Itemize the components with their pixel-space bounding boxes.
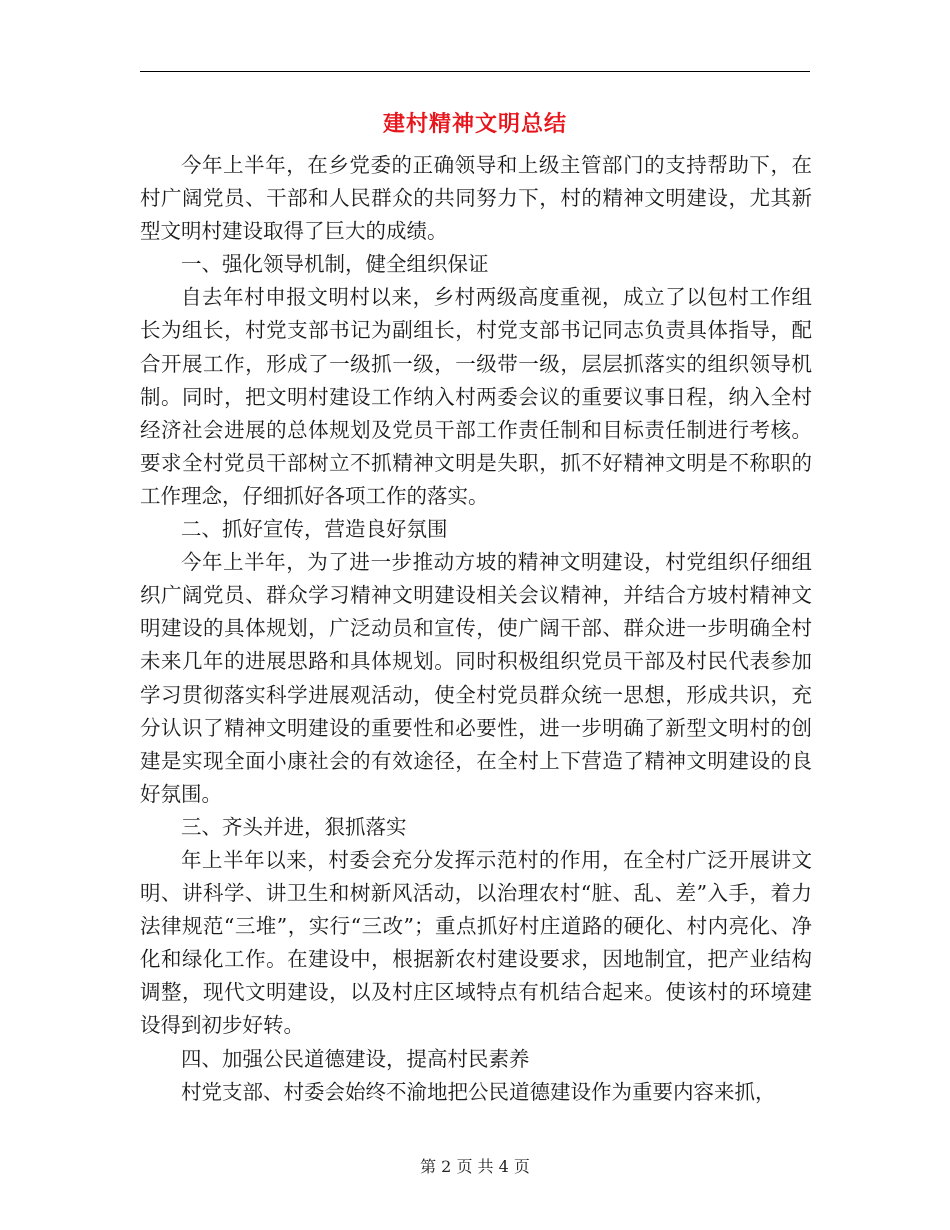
paragraph-intro: 今年上半年，在乡党委的正确领导和上级主管部门的支持帮助下，在村广阔党员、干部和人民群众的共同努力下，村的精神文明建设，尤其新型文明村建设取得了巨大的成绩。: [140, 153, 812, 244]
paragraph-section-1: 自去年村申报文明村以来，乡村两级高度重视，成立了以包村工作组长为组长，村党支部书记为副组长，村党支部书记同志负责具体指导，配合开展工作，形成了一级抓一级，一级带一级，层层抓落实的组织领导机制。同时，把文明村建设工作纳入村两委会议的重要议事日程，纳入全村经济社会进展的总体规划及党员干部工作责任制和目标责任制进行考核。要求全村党员干部树立不抓精神文明是失职，抓不好精神文明是不称职的工作理念，仔细抓好各项工作的落实。: [140, 285, 812, 508]
section-heading-3: 三、齐头并进，狠抓落实: [181, 814, 407, 839]
paragraph-section-4: 村党支部、村委会始终不渝地把公民道德建设作为重要内容来抓，: [181, 1079, 776, 1104]
section-heading-4: 四、加强公民道德建设，提高村民素养: [181, 1046, 530, 1071]
paragraph-section-2: 今年上半年，为了进一步推动方坡的精神文明建设，村党组织仔细组织广阔党员、群众学习精神文明建设相关会议精神，并结合方坡村精神文明建设的具体规划，广泛动员和宣传，使广阔干部、群众进一步明确全村未来几年的进展思路和具体规划。同时积极组织党员干部及村民代表参加学习贯彻落实科学进展观活动，使全村党员群众统一思想，形成共识，充分认识了精神文明建设的重要性和必要性，进一步明确了新型文明村的创建是实现全面小康社会的有效途径，在全村上下营造了精神文明建设的良好氛围。: [140, 550, 812, 806]
header-rule: [140, 71, 810, 72]
document-body: [140, 149, 812, 1109]
section-heading-1: 一、强化领导机制，健全组织保证: [181, 252, 489, 277]
document-title: 建村精神文明总结: [382, 111, 567, 137]
section-heading-2: 二、抓好宣传，营造良好氛围: [181, 517, 448, 542]
page-number-footer: 第 2 页 共 4 页: [420, 1157, 530, 1176]
paragraph-section-3: 年上半年以来，村委会充分发挥示范村的作用，在全村广泛开展讲文明、讲科学、讲卫生和树新风活动，以治理农村“脏、乱、差”入手，着力法律规范“三堆”，实行“三改”；重点抓好村庄道路的硬化、村内亮化、净化和绿化工作。在建设中，根据新农村建设要求，因地制宜，把产业结构调整，现代文明建设，以及村庄区域特点有机结合起来。使该村的环境建设得到初步好转。: [140, 847, 812, 1038]
